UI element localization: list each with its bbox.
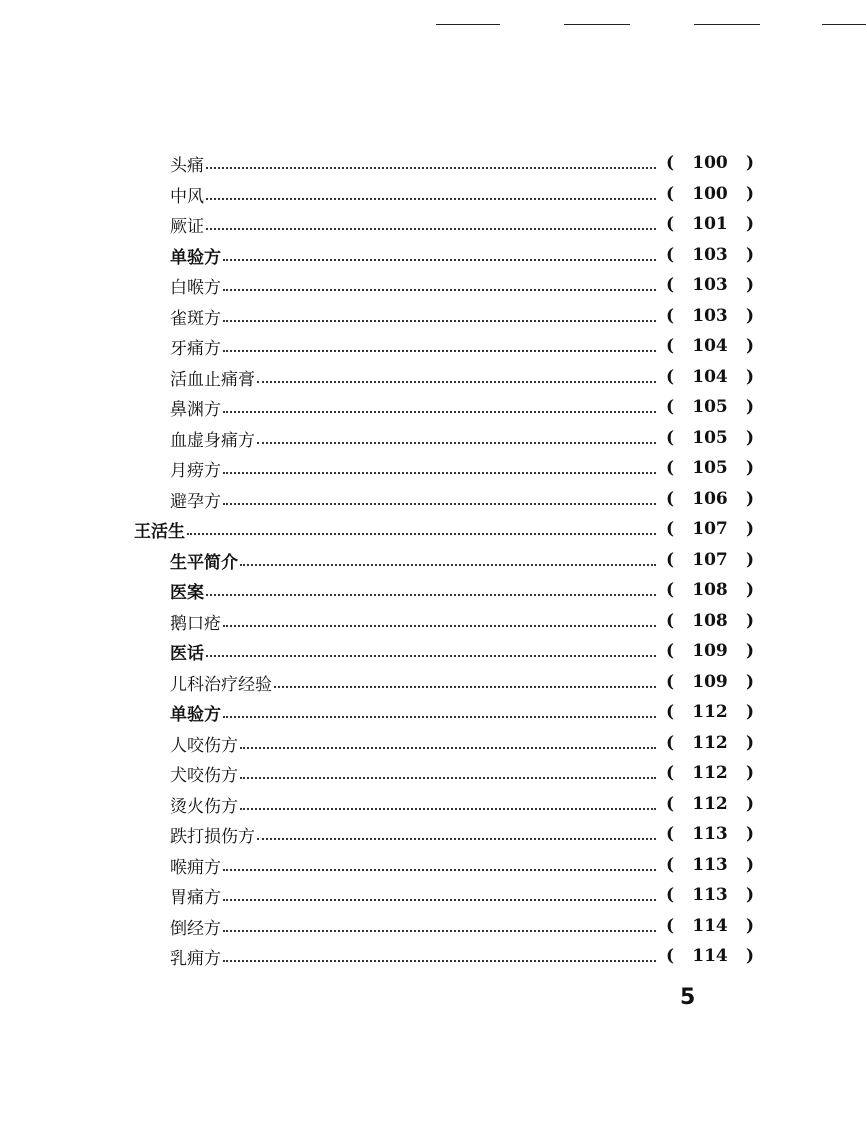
bracket-open: ( [666, 672, 675, 692]
bracket-open: ( [666, 367, 675, 387]
bracket-open: ( [666, 916, 675, 936]
bracket-open: ( [666, 794, 675, 814]
dot-leader [223, 350, 656, 352]
toc-page-number: 100 [692, 153, 728, 173]
toc-page-number: 106 [692, 489, 728, 509]
toc-page-ref [666, 515, 754, 543]
toc-page-number: 112 [692, 794, 728, 814]
toc-entry-title: 胃痛方 [170, 887, 221, 908]
toc-entry-title: 血虚身痛方 [170, 430, 255, 451]
bracket-close: ) [745, 611, 754, 631]
toc-page-ref [666, 790, 754, 818]
toc-entry [170, 576, 658, 604]
toc-entry [170, 820, 658, 848]
bracket-close: ) [745, 184, 754, 204]
dot-leader [223, 411, 656, 413]
toc-page-number: 108 [692, 611, 728, 631]
bracket-open: ( [666, 641, 675, 661]
toc-entry [170, 607, 658, 635]
toc-entry-title: 鼻渊方 [170, 399, 221, 420]
toc-page-number: 103 [692, 306, 728, 326]
dot-leader [223, 503, 656, 505]
bracket-open: ( [666, 855, 675, 875]
bracket-close: ) [745, 336, 754, 356]
toc-entry [170, 393, 658, 421]
toc-entry-title: 单验方 [170, 247, 221, 268]
bracket-open: ( [666, 214, 675, 234]
toc-page-number: 104 [692, 336, 728, 356]
toc-entry [170, 546, 658, 574]
toc-page-ref [666, 759, 754, 787]
bracket-open: ( [666, 245, 675, 265]
toc-page-number: 105 [692, 428, 728, 448]
toc-entry [170, 698, 658, 726]
dot-leader [223, 320, 656, 322]
toc-page-ref [666, 942, 754, 970]
toc-entry-title: 白喉方 [170, 277, 221, 298]
bracket-close: ) [745, 885, 754, 905]
bracket-open: ( [666, 489, 675, 509]
toc-entry-title: 烫火伤方 [170, 796, 238, 817]
dot-leader [223, 869, 656, 871]
toc-page-ref [666, 698, 754, 726]
dot-leader [223, 289, 656, 291]
toc-entry-title: 单验方 [170, 704, 221, 725]
toc-entry [170, 271, 658, 299]
bracket-open: ( [666, 580, 675, 600]
bracket-close: ) [745, 672, 754, 692]
toc-entry-title: 犬咬伤方 [170, 765, 238, 786]
bracket-open: ( [666, 428, 675, 448]
dot-leader [240, 777, 656, 779]
toc-page-ref [666, 729, 754, 757]
toc-entry [170, 729, 658, 757]
toc-page-number: 103 [692, 275, 728, 295]
bracket-open: ( [666, 336, 675, 356]
toc-page-ref [666, 637, 754, 665]
dot-leader [240, 564, 656, 566]
toc-page-ref [666, 820, 754, 848]
bracket-close: ) [745, 702, 754, 722]
toc-page-number: 103 [692, 245, 728, 265]
page-number: 5 [680, 985, 696, 1010]
toc-entry [170, 424, 658, 452]
toc-entry-title: 倒经方 [170, 918, 221, 939]
dot-leader [257, 838, 656, 840]
toc-entry [170, 363, 658, 391]
bracket-close: ) [745, 733, 754, 753]
bracket-close: ) [745, 641, 754, 661]
toc-page-number: 108 [692, 580, 728, 600]
dot-leader [240, 747, 656, 749]
toc-entry-title: 生平简介 [170, 552, 238, 573]
bracket-close: ) [745, 519, 754, 539]
dot-leader [187, 533, 656, 535]
bracket-open: ( [666, 153, 675, 173]
bracket-open: ( [666, 702, 675, 722]
toc-page-ref [666, 546, 754, 574]
toc-page-number: 107 [692, 550, 728, 570]
toc-page-number: 101 [692, 214, 728, 234]
toc-page-ref [666, 180, 754, 208]
dot-leader [223, 259, 656, 261]
toc-page-number: 112 [692, 702, 728, 722]
dot-leader [223, 716, 656, 718]
dot-leader [223, 625, 656, 627]
bracket-close: ) [745, 580, 754, 600]
toc-entry-title: 雀斑方 [170, 308, 221, 329]
bracket-close: ) [745, 824, 754, 844]
toc-entry [170, 210, 658, 238]
toc-entry [170, 332, 658, 360]
dot-leader [223, 960, 656, 962]
toc-entry-title: 牙痛方 [170, 338, 221, 359]
toc-entry [134, 515, 658, 543]
bracket-close: ) [745, 794, 754, 814]
bracket-close: ) [745, 855, 754, 875]
toc-page-ref [666, 393, 754, 421]
dot-leader [223, 472, 656, 474]
toc-page-ref [666, 302, 754, 330]
dot-leader [206, 228, 656, 230]
dot-leader [240, 808, 656, 810]
dot-leader [257, 381, 656, 383]
toc-page-number: 113 [692, 824, 728, 844]
toc-page-ref [666, 881, 754, 909]
toc-page-number: 107 [692, 519, 728, 539]
bracket-close: ) [745, 489, 754, 509]
bracket-close: ) [745, 916, 754, 936]
toc-entry [170, 180, 658, 208]
toc-entry-title: 喉痈方 [170, 857, 221, 878]
toc-entry [170, 942, 658, 970]
toc-page-number: 112 [692, 763, 728, 783]
toc-page-ref [666, 607, 754, 635]
dot-leader [223, 899, 656, 901]
bracket-close: ) [745, 428, 754, 448]
toc-entry [170, 149, 658, 177]
toc-page-number: 112 [692, 733, 728, 753]
toc-page-number: 109 [692, 641, 728, 661]
bracket-close: ) [745, 397, 754, 417]
dot-leader [206, 655, 656, 657]
bracket-open: ( [666, 550, 675, 570]
toc-page-number: 104 [692, 367, 728, 387]
bracket-open: ( [666, 946, 675, 966]
toc-page-ref [666, 454, 754, 482]
toc-entry-title: 人咬伤方 [170, 735, 238, 756]
bracket-open: ( [666, 397, 675, 417]
toc-entry [170, 912, 658, 940]
toc-page-ref [666, 912, 754, 940]
toc-entry [170, 241, 658, 269]
toc-page-number: 113 [692, 855, 728, 875]
toc-page-number: 100 [692, 184, 728, 204]
toc-page-number: 114 [692, 946, 728, 966]
bracket-close: ) [745, 306, 754, 326]
toc-page-ref [666, 210, 754, 238]
dot-leader [223, 930, 656, 932]
toc-entry [170, 790, 658, 818]
toc-entry-title: 活血止痛膏 [170, 369, 255, 390]
toc-entry [170, 759, 658, 787]
bracket-close: ) [745, 458, 754, 478]
toc-entry [170, 637, 658, 665]
dot-leader [274, 686, 656, 688]
bracket-close: ) [745, 946, 754, 966]
dot-leader [206, 198, 656, 200]
bracket-open: ( [666, 763, 675, 783]
bracket-close: ) [745, 275, 754, 295]
toc-entry-title: 儿科治疗经验 [170, 674, 272, 695]
toc-page-ref [666, 576, 754, 604]
bracket-open: ( [666, 733, 675, 753]
toc-page-number: 113 [692, 885, 728, 905]
toc-entry-title: 医案 [170, 582, 204, 603]
toc-entry-title: 中风 [170, 186, 204, 207]
toc-entry-title: 跌打损伤方 [170, 826, 255, 847]
toc-entry-title: 头痛 [170, 155, 204, 176]
toc-page-number: 105 [692, 397, 728, 417]
bracket-open: ( [666, 611, 675, 631]
bracket-close: ) [745, 763, 754, 783]
bracket-close: ) [745, 550, 754, 570]
bracket-open: ( [666, 519, 675, 539]
toc-entry-title: 厥证 [170, 216, 204, 237]
bracket-open: ( [666, 275, 675, 295]
toc-entry [170, 668, 658, 696]
toc-entry-title: 月痨方 [170, 460, 221, 481]
toc-entry-title: 避孕方 [170, 491, 221, 512]
bracket-close: ) [745, 367, 754, 387]
bracket-open: ( [666, 824, 675, 844]
bracket-open: ( [666, 458, 675, 478]
toc-entry [170, 851, 658, 879]
toc-entry-title: 乳痈方 [170, 948, 221, 969]
toc-page-ref [666, 271, 754, 299]
bracket-close: ) [745, 153, 754, 173]
dot-leader [206, 167, 656, 169]
toc-entry [170, 485, 658, 513]
bracket-close: ) [745, 245, 754, 265]
toc-entry-title: 王活生 [134, 521, 185, 542]
bracket-close: ) [745, 214, 754, 234]
toc-page-ref [666, 424, 754, 452]
toc-page-ref [666, 851, 754, 879]
toc-entry [170, 454, 658, 482]
toc-page-number: 105 [692, 458, 728, 478]
toc-page-ref [666, 485, 754, 513]
toc-page-number: 109 [692, 672, 728, 692]
toc-page-ref [666, 241, 754, 269]
toc-entry [170, 302, 658, 330]
toc-entry-title: 医话 [170, 643, 204, 664]
toc-entry-title: 鹅口疮 [170, 613, 221, 634]
dot-leader [206, 594, 656, 596]
bracket-open: ( [666, 184, 675, 204]
toc-page-ref [666, 363, 754, 391]
toc-page-ref [666, 668, 754, 696]
toc-page-ref [666, 149, 754, 177]
toc-page-number: 114 [692, 916, 728, 936]
dot-leader [257, 442, 656, 444]
bracket-open: ( [666, 885, 675, 905]
toc-entry [170, 881, 658, 909]
toc-page-ref [666, 332, 754, 360]
bracket-open: ( [666, 306, 675, 326]
